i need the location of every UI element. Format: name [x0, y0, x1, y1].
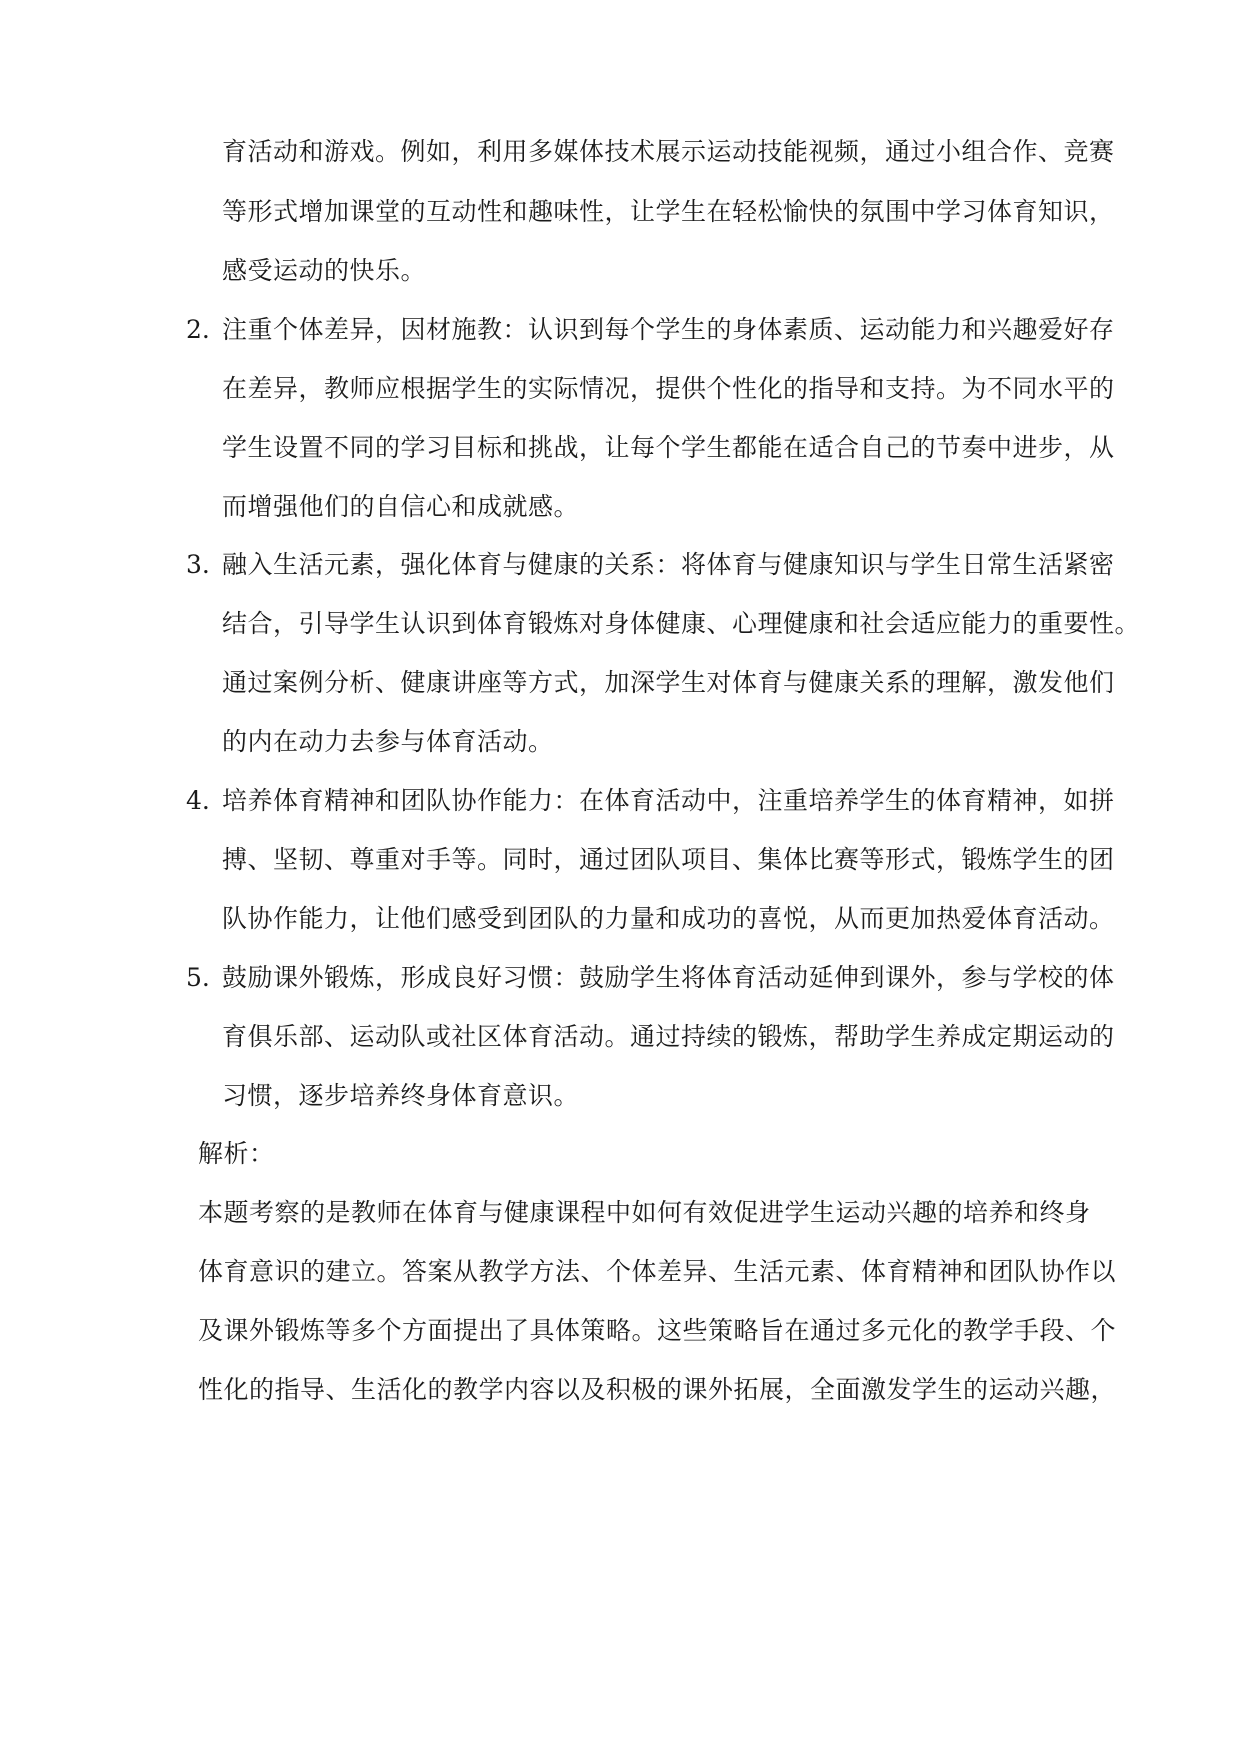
item1-line-1: 育活动和游戏。例如，利用多媒体技术展示运动技能视频，通过小组合作、竞赛 [222, 137, 1115, 166]
item2-number: 2. [186, 315, 210, 344]
item2-line-2: 在差异，教师应根据学生的实际情况，提供个性化的指导和支持。为不同水平的 [222, 374, 1115, 403]
item3-line-4: 的内在动力去参与体育活动。 [222, 727, 554, 756]
analysis-label: 解析： [198, 1139, 275, 1168]
item3-number: 3. [186, 550, 210, 579]
item2-line-4: 而增强他们的自信心和成就感。 [222, 492, 580, 521]
item2-line-1: 注重个体差异，因材施教：认识到每个学生的身体素质、运动能力和兴趣爱好存 [222, 315, 1115, 344]
item1-line-3: 感受运动的快乐。 [222, 256, 427, 285]
item4-line-3: 队协作能力，让他们感受到团队的力量和成功的喜悦，从而更加热爱体育活动。 [222, 904, 1115, 933]
analysis-line-1: 本题考察的是教师在体育与健康课程中如何有效促进学生运动兴趣的培养和终身 [198, 1198, 1091, 1227]
item5-line-3: 习惯，逐步培养终身体育意识。 [222, 1081, 580, 1110]
item3-line-2: 结合，引导学生认识到体育锻炼对身体健康、心理健康和社会适应能力的重要性。 [222, 609, 1141, 638]
analysis-line-2: 体育意识的建立。答案从教学方法、个体差异、生活元素、体育精神和团队协作以 [198, 1257, 1117, 1286]
item3-line-3: 通过案例分析、健康讲座等方式，加深学生对体育与健康关系的理解，激发他们 [222, 668, 1115, 697]
item5-line-2: 育俱乐部、运动队或社区体育活动。通过持续的锻炼，帮助学生养成定期运动的 [222, 1022, 1115, 1051]
item3-line-1: 融入生活元素，强化体育与健康的关系：将体育与健康知识与学生日常生活紧密 [222, 550, 1115, 579]
item5-line-1: 鼓励课外锻炼，形成良好习惯：鼓励学生将体育活动延伸到课外，参与学校的体 [222, 963, 1115, 992]
analysis-line-3: 及课外锻炼等多个方面提出了具体策略。这些策略旨在通过多元化的教学手段、个 [198, 1316, 1117, 1345]
item2-line-3: 学生设置不同的学习目标和挑战，让每个学生都能在适合自己的节奏中进步，从 [222, 433, 1115, 462]
item1-line-2: 等形式增加课堂的互动性和趣味性，让学生在轻松愉快的氛围中学习体育知识， [222, 197, 1115, 226]
item4-number: 4. [186, 786, 210, 815]
item4-line-1: 培养体育精神和团队协作能力：在体育活动中，注重培养学生的体育精神，如拼 [222, 786, 1115, 815]
item4-line-2: 搏、坚韧、尊重对手等。同时，通过团队项目、集体比赛等形式，锻炼学生的团 [222, 845, 1115, 874]
item5-number: 5. [186, 963, 210, 992]
analysis-line-4: 性化的指导、生活化的教学内容以及积极的课外拓展，全面激发学生的运动兴趣， [198, 1375, 1117, 1404]
